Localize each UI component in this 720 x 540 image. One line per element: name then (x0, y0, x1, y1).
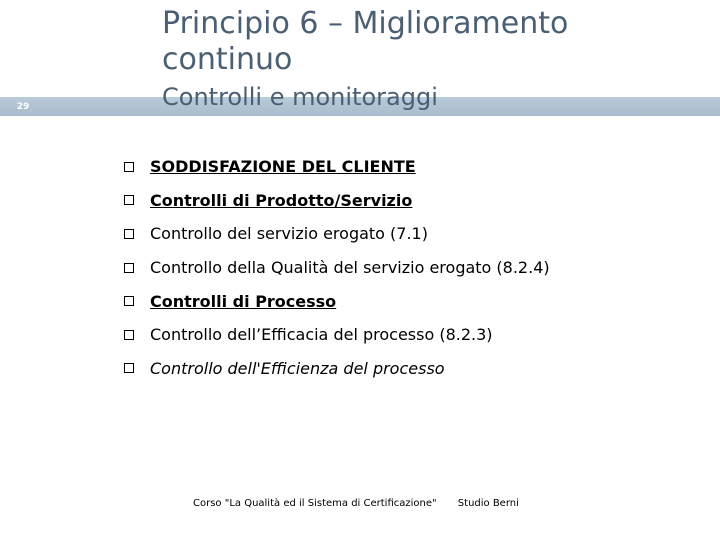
list-item (124, 284, 704, 318)
list-item-text: Controlli di Processo (150, 291, 337, 311)
square-bullet-icon (124, 195, 134, 205)
list-item-text: Controllo dell'Efficienza del processo (150, 358, 445, 378)
list-item (124, 150, 704, 184)
bullet-list (124, 150, 704, 385)
list-item (124, 318, 704, 352)
slide-title: Principio 6 – Miglioramento continuo (162, 6, 569, 77)
square-bullet-icon (124, 162, 134, 172)
list-item-text: Controllo del servizio erogato (7.1) (150, 224, 428, 244)
square-bullet-icon (124, 229, 134, 239)
square-bullet-icon (124, 330, 134, 340)
list-item-text: Controllo della Qualità del servizio erogato (8.2.4) (150, 258, 550, 278)
square-bullet-icon (124, 263, 134, 273)
footer-author: Studio Berni (457, 498, 519, 509)
slide-subtitle: Controlli e monitoraggi (162, 83, 438, 111)
slide-footer (193, 498, 519, 509)
list-item-text: Controlli di Prodotto/Servizio (150, 190, 413, 210)
list-item (124, 352, 704, 386)
list-item (124, 184, 704, 218)
square-bullet-icon (124, 363, 134, 373)
footer-course: Corso "La Qualità ed il Sistema di Certificazione" (193, 498, 437, 509)
list-item (124, 251, 704, 285)
list-item-text: SODDISFAZIONE DEL CLIENTE (150, 157, 416, 177)
square-bullet-icon (124, 296, 134, 306)
list-item-text: Controllo dell’Efficacia del processo (8.2.3) (150, 325, 493, 345)
slide-number: 29 (16, 102, 30, 112)
list-item (124, 217, 704, 251)
